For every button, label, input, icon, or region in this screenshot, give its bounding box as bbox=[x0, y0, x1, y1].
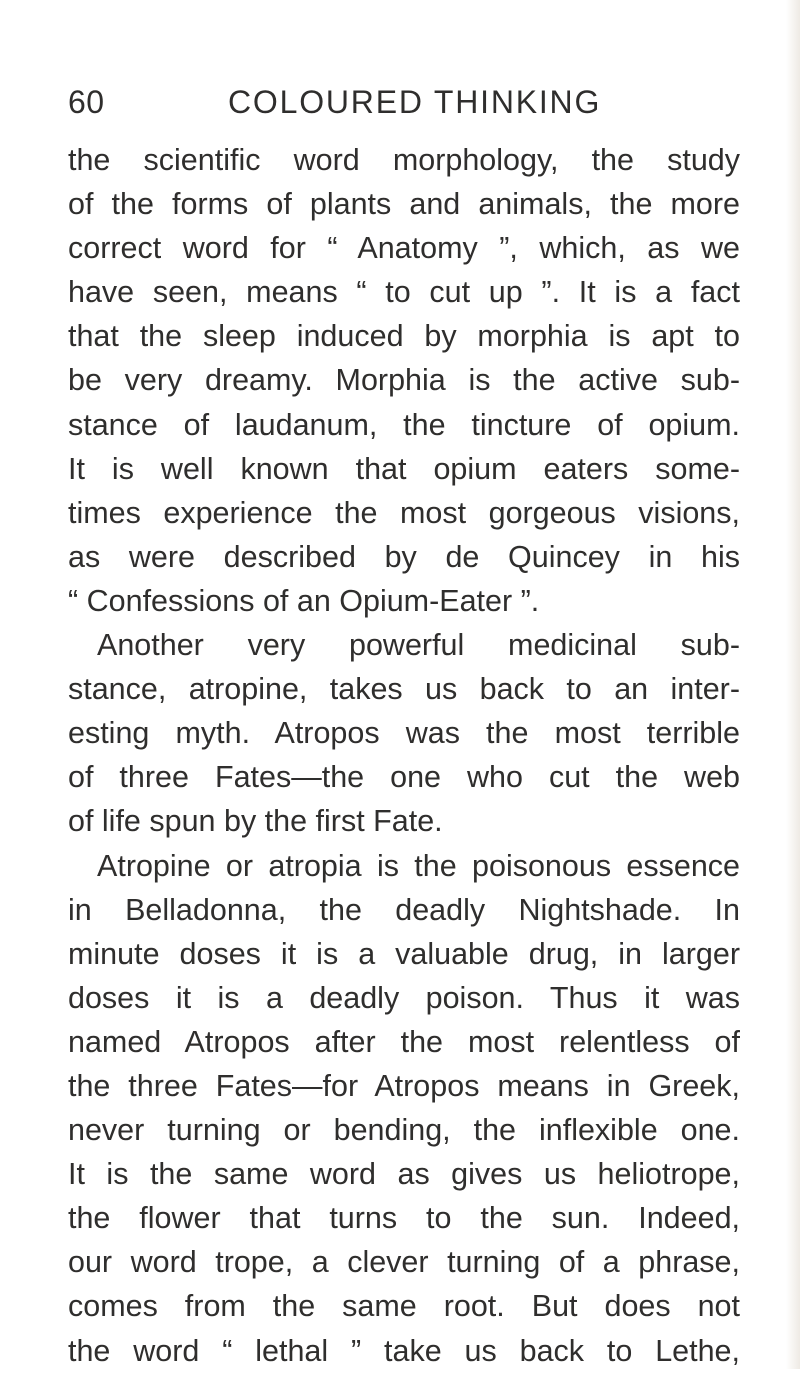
text-line: times experience the most gorgeous visions, bbox=[68, 495, 740, 530]
text-line: named Atropos after the most relentless of bbox=[68, 1024, 740, 1059]
text-line: “ Confessions of an Opium-Eater ”. bbox=[68, 583, 540, 618]
text-line: the word “ lethal ” take us back to Lethe, bbox=[68, 1333, 740, 1368]
running-head bbox=[68, 80, 758, 124]
text-line: be very dreamy. Morphia is the active sub- bbox=[68, 363, 740, 398]
text-line: stance, atropine, takes us back to an inter- bbox=[68, 672, 740, 707]
text-line: comes from the same root. But does not bbox=[68, 1289, 740, 1324]
text-line: of three Fates—the one who cut the web bbox=[68, 760, 740, 795]
text-line: It is well known that opium eaters some- bbox=[68, 451, 740, 486]
text-line: minute doses it is a valuable drug, in larger bbox=[68, 936, 740, 971]
chapter-title: COLOURED THINKING bbox=[228, 84, 602, 120]
text-line: have seen, means “ to cut up ”. It is a fact bbox=[68, 275, 740, 310]
text-line: never turning or bending, the inflexible one. bbox=[68, 1113, 740, 1148]
page-edge-shadow bbox=[786, 0, 800, 1369]
text-line: doses it is a deadly poison. Thus it was bbox=[68, 980, 740, 1015]
text-line: Another very powerful medicinal sub- bbox=[97, 628, 740, 663]
text-line: as were described by de Quincey in his bbox=[68, 539, 740, 574]
text-line: esting myth. Atropos was the most terrible bbox=[68, 716, 740, 751]
page-number: 60 bbox=[68, 84, 105, 120]
text-line: the flower that turns to the sun. Indeed, bbox=[68, 1201, 740, 1236]
text-line: the three Fates—for Atropos means in Greek, bbox=[68, 1068, 740, 1103]
text-line: correct word for “ Anatomy ”, which, as we bbox=[68, 231, 740, 266]
text-line: that the sleep induced by morphia is apt to bbox=[68, 319, 740, 354]
text-line: Atropine or atropia is the poisonous essence bbox=[97, 848, 740, 883]
body-text bbox=[68, 138, 740, 1373]
text-line: of the forms of plants and animals, the more bbox=[68, 187, 740, 222]
text-line: It is the same word as gives us heliotrope, bbox=[68, 1157, 740, 1192]
text-line: the scientific word morphology, the study bbox=[68, 143, 740, 177]
text-line: of life spun by the first Fate. bbox=[68, 804, 443, 839]
text-line: our word trope, a clever turning of a phrase, bbox=[68, 1245, 740, 1280]
text-line: stance of laudanum, the tincture of opium. bbox=[68, 407, 740, 442]
text-line: in Belladonna, the deadly Nightshade. In bbox=[68, 892, 740, 927]
